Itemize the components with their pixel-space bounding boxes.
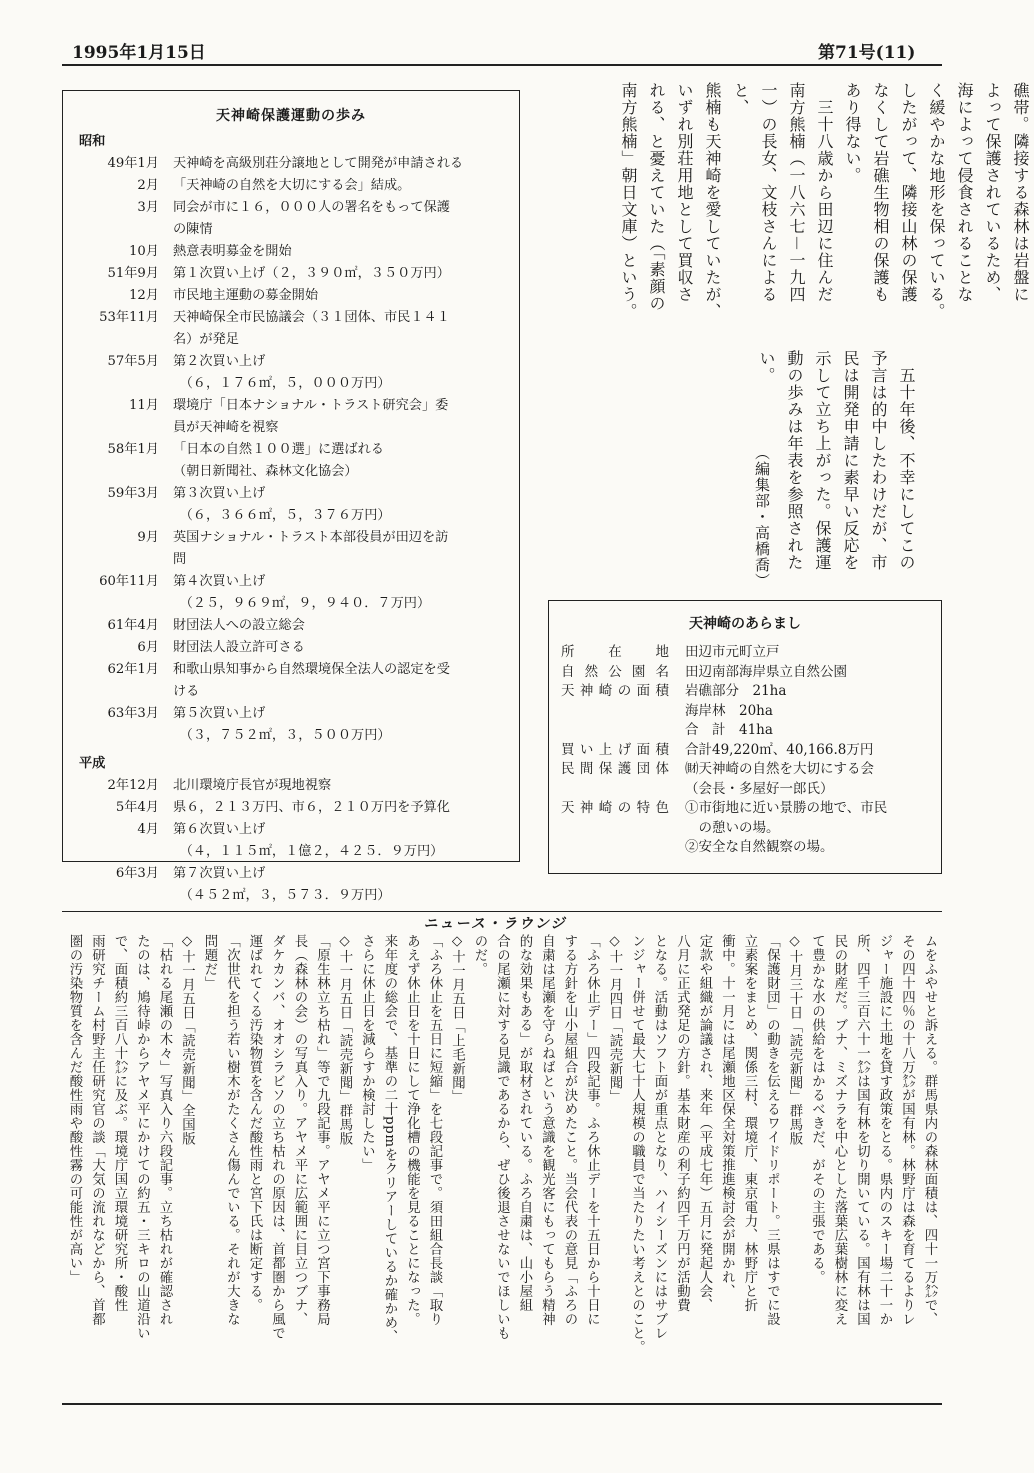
timeline-date: 58年1月 xyxy=(107,442,159,457)
era-label-heisei: 平成 xyxy=(79,756,106,771)
timeline-row xyxy=(79,197,511,241)
profile-value: 田辺南部海岸県立自然公園 xyxy=(685,663,847,680)
timeline-row xyxy=(79,819,511,863)
timeline-date: 2年12月 xyxy=(107,778,159,793)
timeline-row xyxy=(79,615,511,637)
timeline-row xyxy=(79,351,511,395)
timeline-row xyxy=(79,439,511,483)
news-body: ムをふやせと訴える。群馬県内の森林面積は、四十一万㌶で、 その四十四％の十八万㌶が国有林。林野庁は森を育てるよりレ ジャー施設に土地を貸す政策をとる。県内のスキー場二十一か 所、四千三百六十一㌶は国有林を切り開いている。国有林は国 民の財産だ。ブナ、ミズナラを中心とした落葉広葉樹林に変え て豊かな水の供給をはかるべきだ、がその主張である。 ◇十月三十日「読売新聞」群馬版 「保護財団」の動きを伝えるワイドリポート。三県はすでに設 立素案をまとめ、関係三村、環境庁、東京電力、林野庁と折 衝中。十一月には尾瀬地区保全対策推進検討会が開かれ、 定款や組織が論議され、来年（平成七年）五月に発起人会、 八月に正式発足の方針。基本財産の利子約四千万円が活動費 となる。活動はソフト面が重点となり、ハイシーズンにはサブレ ンジャー併せて最大七十人規模の職員で当たりたい考えとのこと。 ◇十一月四日「読売新聞」 「ふろ休止デー」四段記事。ふろ休止デーを十五日から十日に する方針を山小屋組合が決めたこと。当会代表の意見「ふろの 自粛は尾瀬を守らねばという意識を観光客にもってもらう精神 的な効果もある」が取材されている。ふろ自粛は、山小屋組 合の尾瀬に対する見識であるから、ぜひ後退させないでほしいも のだ。 ◇十一月五日「上毛新聞」 「ふろ休止を五日に短縮」を七段記事で。須田組合長談「取り あえず休止日を十日にして浄化槽の機能を見ることになった。 来年度の総会で、基準の二十ppmをクリアーしているか確かめ、 さらに休止日を減らすか検討したい」 ◇十一月五日「読売新聞」群馬版 「原生林立ち枯れ」等で九段記事。アヤメ平に立つ宮下事務局 長（森林の会）の写真入り。アヤメ平に広範囲に目立つブナ、 ダケカンバ、オオシラビソの立ち枯れの原因は、首都圏から風で 運ばれてくる汚染物質を含んだ酸性雨と宮下氏は断定する。 「次世代を担う若い樹木がたくさん傷んでいる。それが大きな 問題だ」 ◇十一月五日「読売新聞」全国版 「枯れる尾瀬の木々」写真入り六段記事。立ち枯れが確認され たのは、鳩待峠からアヤメ平にかけての約五・三キロの山道沿い で、面積約三百八十㌶に及ぶ。環境庁国立環境研究所・酸性 雨研究チーム村野主任研究官の談「大気の流れなどから、首都 圏の汚染物質を含んだ酸性雨や酸性霧の可能性が高い」 xyxy=(67,934,937,1354)
timeline-row xyxy=(79,527,511,571)
timeline-date: 6月 xyxy=(137,640,159,655)
essay-byline: （編集部・高橋喬） xyxy=(753,445,771,589)
timeline-row xyxy=(79,483,511,527)
profile-box xyxy=(548,600,942,874)
issue-number: 第71号(11) xyxy=(818,43,916,63)
timeline-event: 熱意表明募金を開始 xyxy=(173,244,292,259)
timeline-event: 天神崎を高級別荘分譲地として開発が申請される xyxy=(173,156,464,171)
timeline-date: 12月 xyxy=(129,288,159,303)
timeline-row xyxy=(79,175,511,197)
header-rule xyxy=(62,64,942,66)
profile-row xyxy=(561,799,933,858)
timeline-date: 49年1月 xyxy=(107,156,159,171)
profile-value: 田辺市元町立戸 xyxy=(685,644,780,660)
profile-key: 民間保護団体 xyxy=(561,761,669,777)
timeline-event: 財団法人設立許可さる xyxy=(173,640,305,655)
timeline-event: 県６，２１３万円、市６，２１０万円を予算化 xyxy=(173,800,450,815)
timeline-row xyxy=(79,395,511,439)
history-box xyxy=(62,90,520,903)
timeline-event: 第４次買い上げ （２５，９６９㎡，９，９４０．７万円） xyxy=(173,574,431,611)
essay-part-1: 礁帯。隣接する森林は岩盤に よって保護されているため、 海によって侵食されることな く緩やかな地形を保っている。 したがって、隣接山林の保護 なくして岩礁生物相の保護も あり得ない。 三十八歳から田辺に住んだ 南方熊楠（一八六七－一九四 一）の長女、文枝さんによると、 熊楠も天神崎を愛していたが、 いずれ別荘用地として買収さ れる、と憂えていた（「素顔の 南方熊楠」朝日文庫）という。 xyxy=(619,82,1030,320)
timeline-row xyxy=(79,153,511,175)
profile-row xyxy=(561,741,933,761)
timeline-event: 環境庁「日本ナショナル・トラスト研究会」委 員が天神崎を視察 xyxy=(173,398,449,435)
profile-row xyxy=(561,760,933,799)
timeline-event: 同会が市に１６，０００人の署名をもって保護 の陳情 xyxy=(173,200,450,237)
news-section-title: ニュース・ラウンジ xyxy=(423,916,567,932)
profile-title: 天神崎のあらまし xyxy=(689,616,801,632)
timeline-row xyxy=(79,863,511,907)
timeline-event: 市民地主運動の募金開始 xyxy=(173,288,319,303)
timeline-row xyxy=(79,797,511,819)
heisei-list xyxy=(79,775,511,907)
profile-row xyxy=(561,682,933,741)
timeline-event: 第２次買い上げ （６，１７６㎡，５，０００万円） xyxy=(173,354,391,391)
timeline-date: 5年4月 xyxy=(115,800,159,815)
timeline-date: 61年4月 xyxy=(107,618,159,633)
timeline-date: 62年1月 xyxy=(107,662,159,677)
essay-part-2: 五十年後、不幸にしてこの 予言は的中したわけだが、市 民は開発申請に素早い反応を 示して立ち上がった。保護運 動の歩みは年表を参照された い。 xyxy=(757,350,916,571)
timeline-event: 第５次買い上げ （３，７５２㎡，３，５００万円） xyxy=(173,706,391,743)
timeline-row xyxy=(79,571,511,615)
profile-value: 岩礁部分 21ha 海岸林 20ha 合 計 41ha xyxy=(685,683,787,738)
timeline-event: 第６次買い上げ （４，１１５㎡，１億２，４２５．９万円） xyxy=(173,822,444,859)
timeline-event: 英国ナショナル・トラスト本部役員が田辺を訪 問 xyxy=(173,530,449,567)
timeline-date: 59年3月 xyxy=(107,486,159,501)
timeline-event: 第７次買い上げ （４５２㎡，３，５７３．９万円） xyxy=(173,866,391,903)
timeline-date: 2月 xyxy=(137,178,159,193)
profile-value: ①市街地に近い景勝の地で、市民 の憩いの場。 ②安全な自然観察の場。 xyxy=(685,800,888,855)
profile-list xyxy=(561,643,933,858)
timeline-date: 51年9月 xyxy=(107,266,159,281)
timeline-date: 57年5月 xyxy=(107,354,159,369)
timeline-event: 「日本の自然１００選」に選ばれる （朝日新聞社、森林文化協会） xyxy=(173,442,384,479)
profile-key: 自然公園名 xyxy=(561,663,669,680)
timeline-date: 4月 xyxy=(137,822,159,837)
timeline-event: 第３次買い上げ （６，３６６㎡，５，３７６万円） xyxy=(173,486,391,523)
timeline-event: 財団法人への設立総会 xyxy=(173,618,305,633)
timeline-event: 「天神崎の自然を大切にする会」結成。 xyxy=(173,178,411,193)
timeline-date: 53年11月 xyxy=(99,310,159,325)
era-label-showa: 昭和 xyxy=(79,134,106,149)
history-timeline xyxy=(79,131,511,907)
profile-row xyxy=(561,643,933,663)
timeline-row xyxy=(79,775,511,797)
timeline-date: 60年11月 xyxy=(99,574,159,589)
timeline-date: 3月 xyxy=(137,200,159,215)
timeline-date: 6年3月 xyxy=(115,866,159,881)
timeline-row xyxy=(79,637,511,659)
profile-key: 所在地 xyxy=(561,644,669,660)
profile-row xyxy=(561,663,933,683)
timeline-date: 11月 xyxy=(129,398,159,413)
timeline-event: 和歌山県知事から自然環境保全法人の認定を受 ける xyxy=(173,662,450,699)
profile-key: 天神崎の特色 xyxy=(561,800,669,816)
news-rule-bottom xyxy=(62,1403,942,1405)
profile-key: 買い上げ面積 xyxy=(561,741,669,758)
timeline-date: 63年3月 xyxy=(107,706,159,721)
timeline-event: 第１次買い上げ（２，３９０㎡，３５０万円） xyxy=(173,266,450,281)
profile-value: ㈶天神崎の自然を大切にする会 （会長・多屋好一郎氏） xyxy=(685,761,874,797)
timeline-row xyxy=(79,703,511,747)
history-title: 天神崎保護運動の歩み xyxy=(216,108,366,124)
timeline-date: 10月 xyxy=(129,244,159,259)
showa-list xyxy=(79,153,511,747)
timeline-event: 北川環境庁長官が現地視察 xyxy=(173,778,332,793)
timeline-row xyxy=(79,307,511,351)
timeline-row xyxy=(79,285,511,307)
profile-key: 天神崎の面積 xyxy=(561,683,669,699)
timeline-date: 9月 xyxy=(137,530,159,545)
issue-date: 1995年1月15日 xyxy=(72,43,206,63)
timeline-row xyxy=(79,263,511,285)
news-rule-top xyxy=(62,911,942,912)
timeline-row xyxy=(79,241,511,263)
profile-value: 合計49,220㎡、40,166.8万円 xyxy=(685,741,874,758)
timeline-event: 天神崎保全市民協議会（３１団体、市民１４１ 名）が発足 xyxy=(173,310,450,347)
timeline-row xyxy=(79,659,511,703)
